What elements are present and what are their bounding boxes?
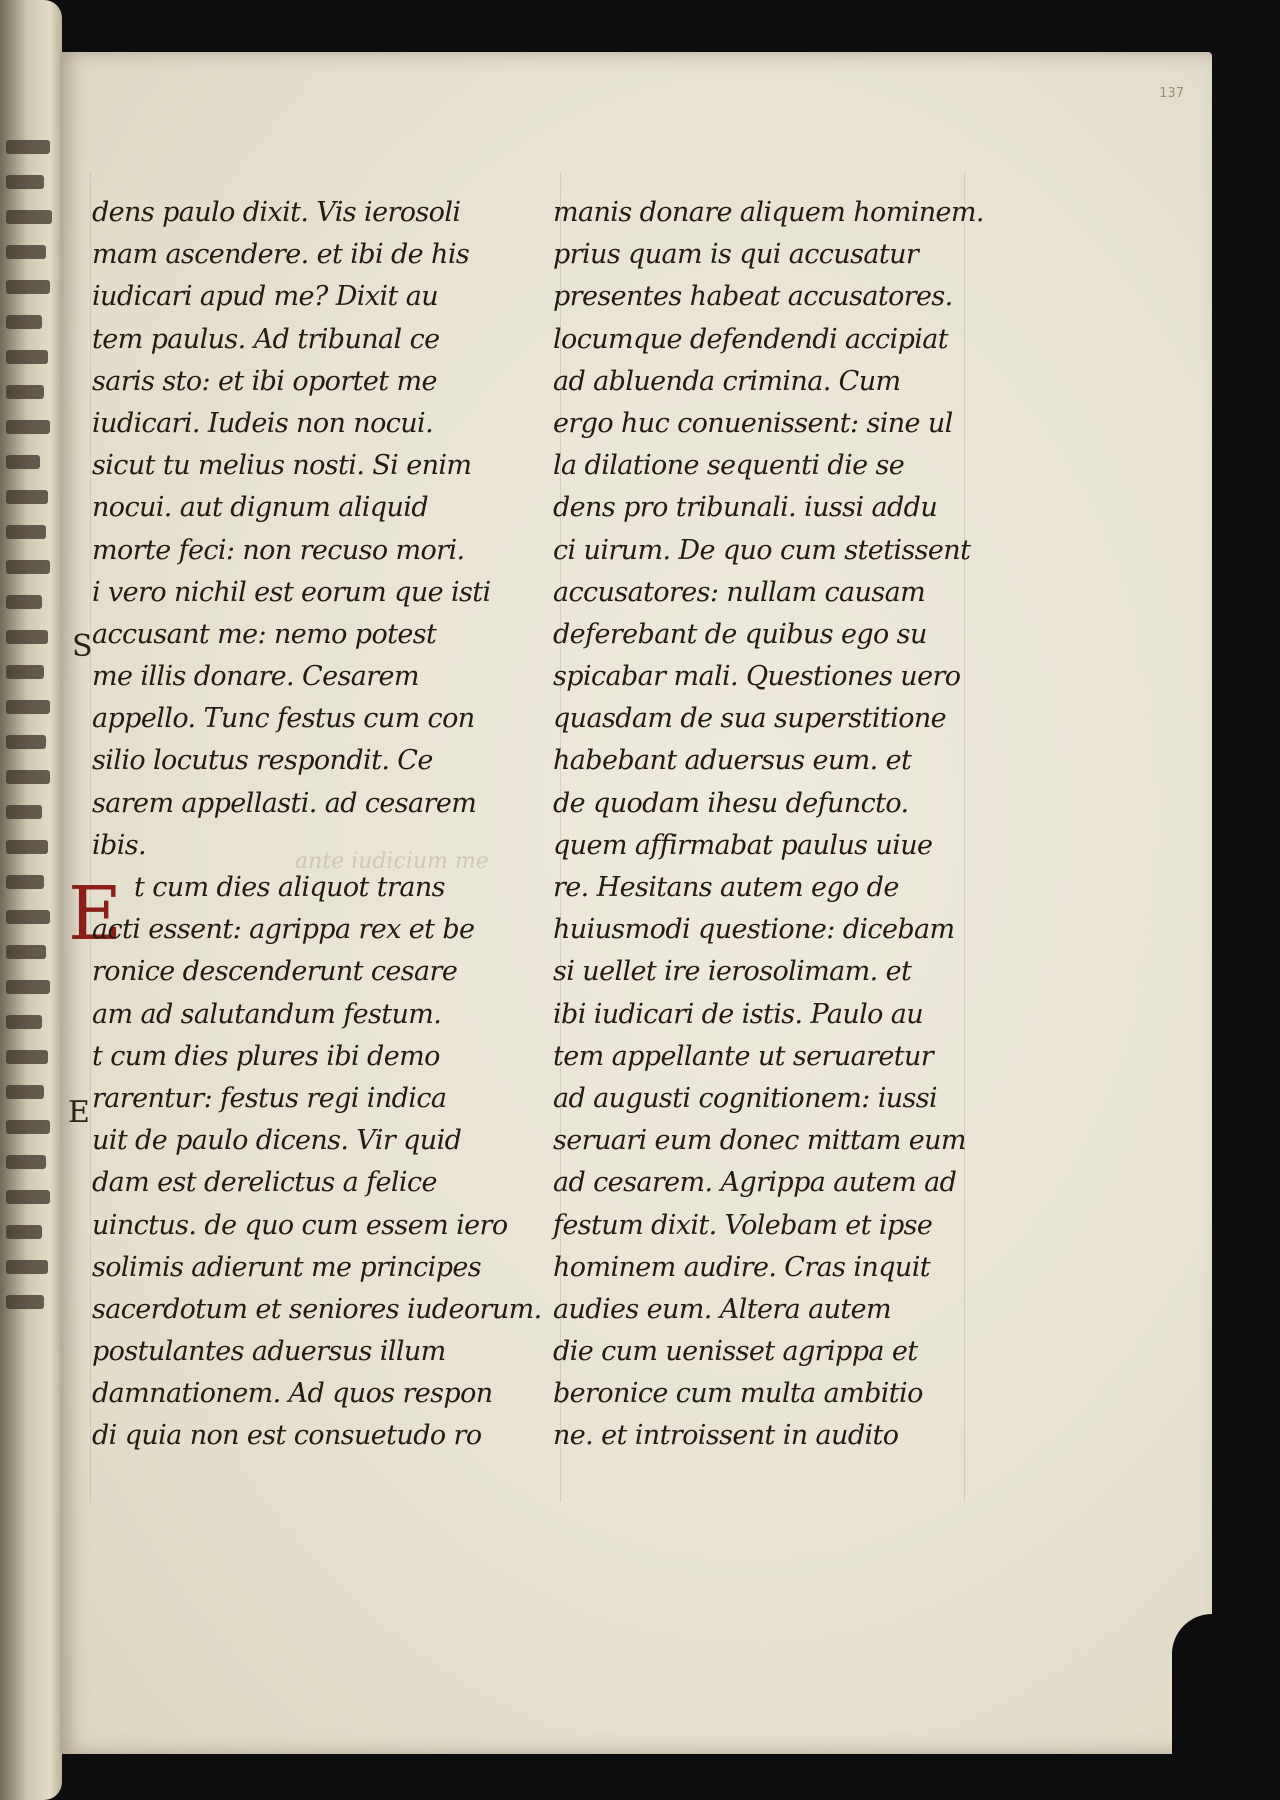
text-line: rarentur: festus regi indica	[92, 1082, 447, 1114]
manuscript-page	[60, 52, 1212, 1754]
initial-letter-e: E	[68, 871, 123, 957]
text-line: si uellet ire ierosolimam. et	[553, 956, 912, 988]
text-line: deferebant de quibus ego su	[553, 618, 927, 650]
text-line: tem appellante ut seruaretur	[553, 1040, 934, 1072]
gutter-text-line	[6, 175, 44, 189]
text-line: la dilatione sequenti die se	[553, 450, 905, 482]
ruling-line	[90, 172, 91, 1502]
text-line: accusatores: nullam causam	[553, 576, 926, 608]
gutter-text-line	[6, 1260, 48, 1274]
gutter-text-line	[6, 770, 50, 784]
text-line: silio locutus respondit. Ce	[92, 745, 433, 777]
gutter-text-line	[6, 350, 48, 364]
text-line: sacerdotum et seniores iudeorum.	[92, 1293, 542, 1325]
text-line: manis donare aliquem hominem.	[553, 197, 984, 228]
text-line: re. Hesitans autem ego de	[553, 872, 899, 903]
text-line: audies eum. Altera autem	[553, 1293, 892, 1325]
text-line: ad abluenda crimina. Cum	[553, 365, 901, 397]
text-line: dam est derelictus a felice	[92, 1167, 437, 1199]
text-line: me illis donare. Cesarem	[92, 661, 419, 693]
text-line: ibi iudicari de istis. Paulo au	[553, 998, 924, 1030]
damaged-corner	[1172, 1614, 1212, 1754]
gutter-text-line	[6, 315, 42, 329]
gutter-text-line	[6, 735, 46, 749]
text-line: iudicari. Iudeis non nocui.	[92, 407, 434, 439]
text-line: spicabar mali. Questiones uero	[553, 661, 961, 693]
text-line: dens paulo dixit. Vis ierosoli	[92, 197, 461, 228]
text-line: festum dixit. Volebam et ipse	[553, 1209, 933, 1241]
gutter-text-line	[6, 665, 44, 679]
text-line: uit de paulo dicens. Vir quid	[92, 1125, 462, 1157]
gutter-text-line	[6, 280, 50, 294]
text-line: sicut tu melius nosti. Si enim	[92, 450, 472, 482]
text-line: iudicari apud me? Dixit au	[92, 281, 439, 313]
text-line: ad augusti cognitionem: iussi	[553, 1082, 938, 1114]
gutter-text-line	[6, 945, 46, 959]
text-line: prius quam is qui accusatur	[553, 239, 919, 271]
gutter-text-line	[6, 140, 50, 154]
gutter-text-line	[6, 700, 50, 714]
gutter-text-line	[6, 805, 42, 819]
gutter-text-line	[6, 560, 50, 574]
text-line: di quia non est consuetudo ro	[92, 1420, 482, 1452]
gutter-text-line	[6, 385, 44, 399]
text-line: mam ascendere. et ibi de his	[92, 239, 470, 271]
margin-letter-s: S	[72, 629, 93, 664]
text-line: dens pro tribunali. iussi addu	[553, 492, 938, 524]
folio-number: 137	[1159, 86, 1184, 101]
text-line: presentes habeat accusatores.	[553, 281, 953, 313]
gutter-text-line	[6, 1050, 48, 1064]
text-line: t cum dies aliquot trans	[134, 872, 445, 903]
gutter-text-line	[6, 910, 50, 924]
gutter-text-line	[6, 1295, 44, 1309]
gutter-text-line	[6, 490, 48, 504]
gutter-text-line	[6, 1155, 46, 1169]
gutter-text-line	[6, 1085, 44, 1099]
text-line: ergo huc conuenissent: sine ul	[553, 407, 953, 439]
text-line: locumque defendendi accipiat	[553, 323, 949, 355]
text-line: am ad salutandum festum.	[92, 998, 442, 1030]
gutter-text-line	[6, 630, 48, 644]
gutter-text-line	[6, 525, 46, 539]
text-line: ci uirum. De quo cum stetissent	[553, 534, 971, 566]
gutter-text-line	[6, 1015, 42, 1029]
gutter-text-line	[6, 980, 50, 994]
text-line: accusant me: nemo potest	[92, 618, 437, 650]
text-line: ibis.	[92, 829, 146, 861]
previous-page-edge	[0, 0, 62, 1800]
text-line: t cum dies plures ibi demo	[92, 1040, 440, 1072]
gutter-text-line	[6, 595, 42, 609]
text-line: huiusmodi questione: dicebam	[553, 914, 955, 946]
gutter-text-line	[6, 875, 44, 889]
text-line: hominem audire. Cras inquit	[553, 1251, 930, 1283]
gutter-text-line	[6, 1120, 50, 1134]
gutter-text-line	[6, 1190, 50, 1204]
text-line: quem affirmabat paulus uiue	[553, 829, 933, 861]
text-line: quasdam de sua superstitione	[553, 703, 947, 735]
gutter-text-line	[6, 1225, 42, 1239]
text-line: de quodam ihesu defuncto.	[553, 787, 909, 819]
gutter-text-line	[6, 245, 46, 259]
text-line: habebant aduersus eum. et	[553, 745, 912, 777]
text-line: die cum uenisset agrippa et	[553, 1336, 918, 1368]
gutter-text-line	[6, 420, 50, 434]
text-line: tem paulus. Ad tribunal ce	[92, 323, 440, 355]
text-line: appello. Tunc festus cum con	[92, 703, 475, 735]
right-text-column	[553, 192, 1023, 1458]
text-line: solimis adierunt me principes	[92, 1251, 482, 1283]
gutter-text-line	[6, 455, 40, 469]
text-line: acti essent: agrippa rex et be	[92, 914, 475, 946]
text-line: beronice cum multa ambitio	[553, 1378, 923, 1410]
gutter-text-line	[6, 840, 48, 854]
text-line: seruari eum donec mittam eum	[553, 1125, 966, 1157]
text-line: damnationem. Ad quos respon	[92, 1378, 493, 1410]
text-line: nocui. aut dignum aliquid	[92, 492, 429, 524]
text-line: postulantes aduersus illum	[92, 1336, 446, 1368]
show-through-text: ante iudicium me	[295, 849, 489, 874]
text-line: ronice descenderunt cesare	[92, 956, 458, 988]
text-line: morte feci: non recuso mori.	[92, 534, 465, 566]
text-line: sarem appellasti. ad cesarem	[92, 787, 477, 819]
text-line: i vero nichil est eorum que isti	[92, 576, 491, 608]
text-line: ad cesarem. Agrippa autem ad	[553, 1167, 957, 1199]
text-line: uinctus. de quo cum essem iero	[92, 1209, 508, 1241]
gutter-text-line	[6, 210, 52, 224]
text-line: ne. et introissent in audito	[553, 1420, 899, 1452]
left-text-column	[92, 192, 552, 1458]
text-line: saris sto: et ibi oportet me	[92, 365, 437, 397]
margin-letter-e: E	[68, 1095, 90, 1130]
